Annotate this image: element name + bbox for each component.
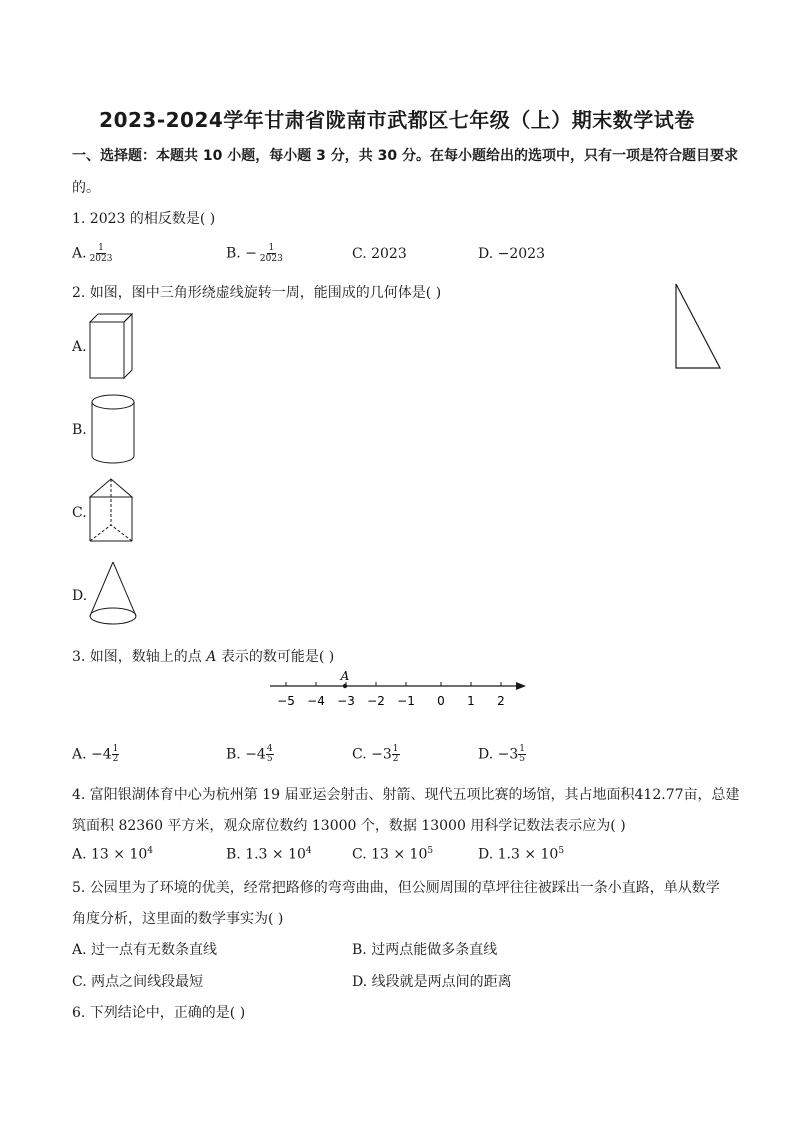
q3-stem: 3. 如图，数轴上的点 A 表示的数可能是( ): [72, 649, 335, 665]
q4-option-a[interactable]: A. $13 \times 10^4$: [72, 846, 154, 863]
q5-stem-line1: 5. 公园里为了环境的优美，经常把路修的弯弯曲曲，但公厕周围的草坪往往被踩出一条小直路，单从数学: [72, 880, 720, 896]
q4-option-c[interactable]: C. $13 \times 10^5$: [352, 846, 434, 863]
q1-a-fraction: $\frac{1}{2023}$: [89, 243, 113, 264]
q5-stem-line2: 角度分析，这里面的数学事实为( ): [72, 911, 284, 927]
point-a-label: A: [340, 669, 350, 683]
q3-option-c[interactable]: C. −3 $\frac{1}{2}$: [352, 744, 399, 764]
q6-stem: 6. 下列结论中，正确的是( ): [72, 1005, 246, 1021]
number-line-tick-label: −1: [397, 694, 415, 708]
q1-option-d[interactable]: D. −2023: [478, 246, 545, 262]
q2-option-b-label[interactable]: B.: [72, 422, 87, 438]
page-title: 2023-2024学年甘肃省陇南市武都区七年级（上）期末数学试卷: [99, 108, 695, 132]
q2-option-d-label[interactable]: D.: [72, 588, 88, 604]
q3-option-b[interactable]: B. −4 $\frac{4}{5}$: [226, 744, 273, 764]
number-line-arrow-icon: [516, 682, 526, 690]
point-a-marker: [343, 684, 347, 688]
number-line-tick-label: 0: [437, 694, 445, 708]
number-line-tick-label: −3: [337, 694, 355, 708]
section-instructions-line2: 的。: [72, 180, 100, 196]
q2-stem: 2. 如图，图中三角形绕虚线旋转一周，能围成的几何体是( ): [72, 285, 442, 301]
q2-option-b-cylinder-figure: [90, 393, 138, 467]
number-line-tick-label: −4: [307, 694, 325, 708]
q1-option-a[interactable]: A. $\frac{1}{2023}$: [72, 243, 113, 264]
q4-stem-line1: 4. 富阳银湖体育中心为杭州第 19 届亚运会射击、射箭、现代五项比赛的场馆，其占地面积412.77亩，总建: [72, 787, 740, 803]
number-line-tick-label: −5: [277, 694, 295, 708]
q2-option-a-label[interactable]: A.: [72, 339, 87, 355]
q5-option-c[interactable]: C. 两点之间线段最短: [72, 974, 204, 990]
q2-option-c-label[interactable]: C.: [72, 505, 87, 521]
q4-option-d[interactable]: D. $1.3 \times 10^5$: [478, 846, 565, 863]
q4-option-b[interactable]: B. $1.3 \times 10^4$: [226, 846, 312, 863]
q2-option-a-prism-figure: [88, 312, 136, 382]
q3-number-line-figure: [268, 668, 530, 712]
q1-stem: 1. 2023 的相反数是( ): [72, 211, 216, 227]
number-line-tick-label: 2: [497, 694, 505, 708]
q2-triangle-figure: [672, 282, 724, 372]
number-line-tick-label: −2: [367, 694, 385, 708]
q5-option-b[interactable]: B. 过两点能做多条直线: [352, 942, 498, 958]
q3-option-d[interactable]: D. −3 $\frac{1}{5}$: [478, 744, 525, 764]
section-instructions-line1: 一、选择题：本题共 10 小题，每小题 3 分，共 30 分。在每小题给出的选项中，只有一项是符合题目要求: [72, 148, 738, 164]
q1-option-c[interactable]: C. 2023: [352, 246, 407, 262]
q1-option-b[interactable]: B. − $\frac{1}{2023}$: [226, 243, 283, 264]
q5-option-a[interactable]: A. 过一点有无数条直线: [72, 942, 218, 958]
q1-b-fraction: $\frac{1}{2023}$: [259, 243, 283, 264]
q3-point-label: A: [206, 649, 217, 665]
q2-option-c-triangular-prism-figure: [88, 477, 136, 547]
q3-option-a[interactable]: A. −4 $\frac{1}{2}$: [72, 744, 119, 764]
number-line-tick-label: 1: [467, 694, 475, 708]
q4-stem-line2: 筑面积 82360 平方米，观众席位数约 13000 个，数据 13000 用科学记数法表示应为( ): [72, 818, 626, 834]
q2-option-d-cone-figure: [88, 560, 140, 630]
q5-option-d[interactable]: D. 线段就是两点间的距离: [352, 974, 512, 990]
